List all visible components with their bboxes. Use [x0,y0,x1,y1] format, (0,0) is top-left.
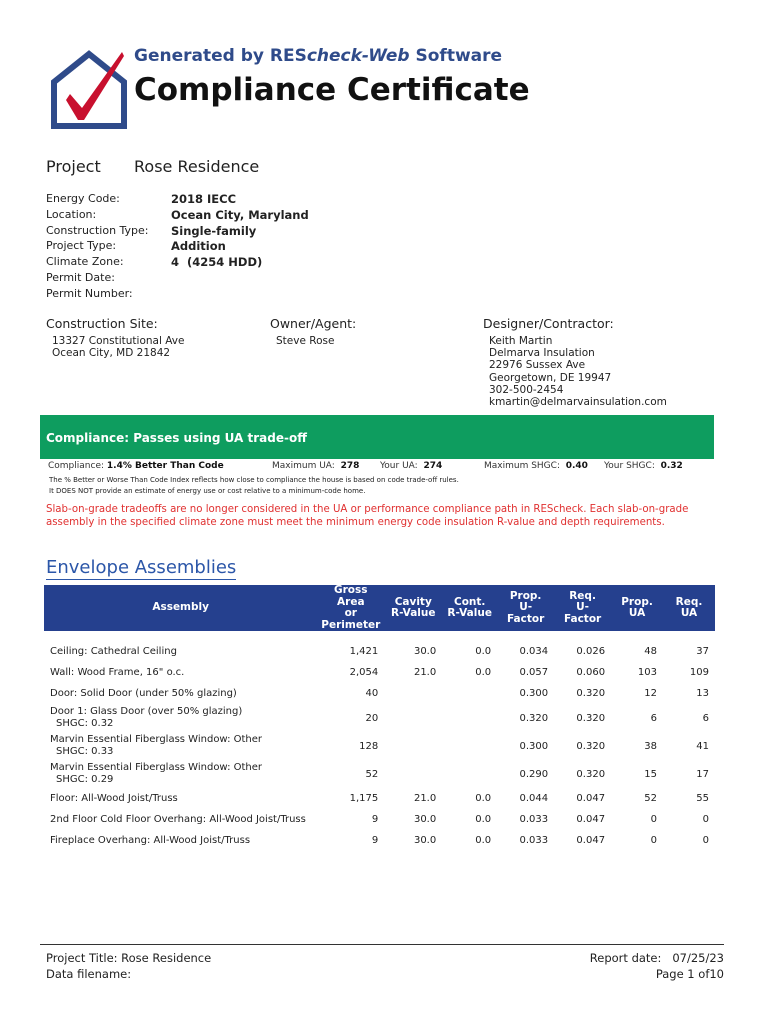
compliance-note: It DOES NOT provide an estimate of energy use or cost relative to a minimum-code home. [49,487,366,495]
designer-contractor: Designer/Contractor: Keith Martin Delmarva Insulation 22976 Sussex Ave Georgetown, DE 19947 302-500-2454 kmartin@delmarvainsulation.com [483,316,667,409]
project-name: Rose Residence [134,157,260,176]
max-ua: Maximum UA: 278 [272,461,360,471]
footer-right [590,951,724,982]
envelope-table [44,585,715,851]
envelope-section-title: Envelope Assemblies [46,557,237,578]
table-row: Door: Solid Door (under 50% glazing) 40 0.300 0.320 12 13 [50,687,709,699]
owner-agent: Owner/Agent: Steve Rose [270,316,357,347]
col-cont: Cont. R-Value [442,585,497,631]
table-row: Door 1: Glass Door (over 50% glazing) SHGC: 0.32 20 0.320 0.320 6 6 [50,706,709,729]
project-label: Project [46,157,101,176]
your-shgc: Your SHGC: 0.32 [604,461,683,471]
col-cavity: Cavity R-Value [384,585,442,631]
col-prop-ua: Prop. UA [611,585,663,631]
table-row: Marvin Essential Fiberglass Window: Other SHGC: 0.29 52 0.290 0.320 15 17 [50,762,709,785]
col-prop-u: Prop. U-Factor [497,585,554,631]
col-assembly: Assembly [44,585,317,631]
footer-page-number: Page 1 of10 [655,966,724,981]
compliance-note: The % Better or Worse Than Code Index reflects how close to compliance the house is based on code trade-off rules. [49,476,459,484]
certificate-title: Compliance Certificate [134,72,530,108]
table-row: Floor: All-Wood Joist/Truss 1,175 21.0 0.0 0.044 0.047 52 55 [50,792,709,804]
footer-left [46,951,211,982]
table-row: Marvin Essential Fiberglass Window: Other SHGC: 0.33 128 0.300 0.320 38 41 [50,734,709,757]
compliance-banner: Compliance: Passes using UA trade-off [40,415,714,459]
slab-warning: Slab-on-grade tradeoffs are no longer considered in the UA or performance compliance path in REScheck. Each slab-on-grade assembly in the specified climate zone must meet the minimum energy code insulation R-value and depth requirements. [46,504,689,528]
compliance-index: Compliance: 1.4% Better Than Code [48,461,224,471]
footer-project-title: Project Title: Rose Residence [46,951,212,965]
table-row: Ceiling: Cathedral Ceiling 1,421 30.0 0.0 0.034 0.026 48 37 [50,645,709,657]
generated-by-line: Generated by REScheck-Web Software [134,46,503,66]
your-ua: Your UA: 274 [380,461,443,471]
construction-site: Construction Site: 13327 Constitutional Ave Ocean City, MD 21842 [46,316,185,360]
footer-divider [40,944,724,945]
footer-data-filename: Data filename: [46,966,132,981]
col-req-u: Req. U-Factor [554,585,611,631]
table-header-row [44,585,715,631]
table-row: 2nd Floor Cold Floor Overhang: All-Wood Joist/Truss 9 30.0 0.0 0.033 0.047 0 0 [50,813,709,825]
col-gross-area: Gross Area or Perimeter [317,585,384,631]
max-shgc: Maximum SHGC: 0.40 [484,461,588,471]
footer-report-date: Report date: 07/25/23 [589,951,724,965]
table-row: Wall: Wood Frame, 16" o.c. 2,054 21.0 0.0 0.057 0.060 103 109 [50,666,709,678]
house-check-icon [50,50,128,130]
table-row: Fireplace Overhang: All-Wood Joist/Truss 9 30.0 0.0 0.033 0.047 0 0 [50,834,709,846]
col-req-ua: Req. UA [663,585,715,631]
